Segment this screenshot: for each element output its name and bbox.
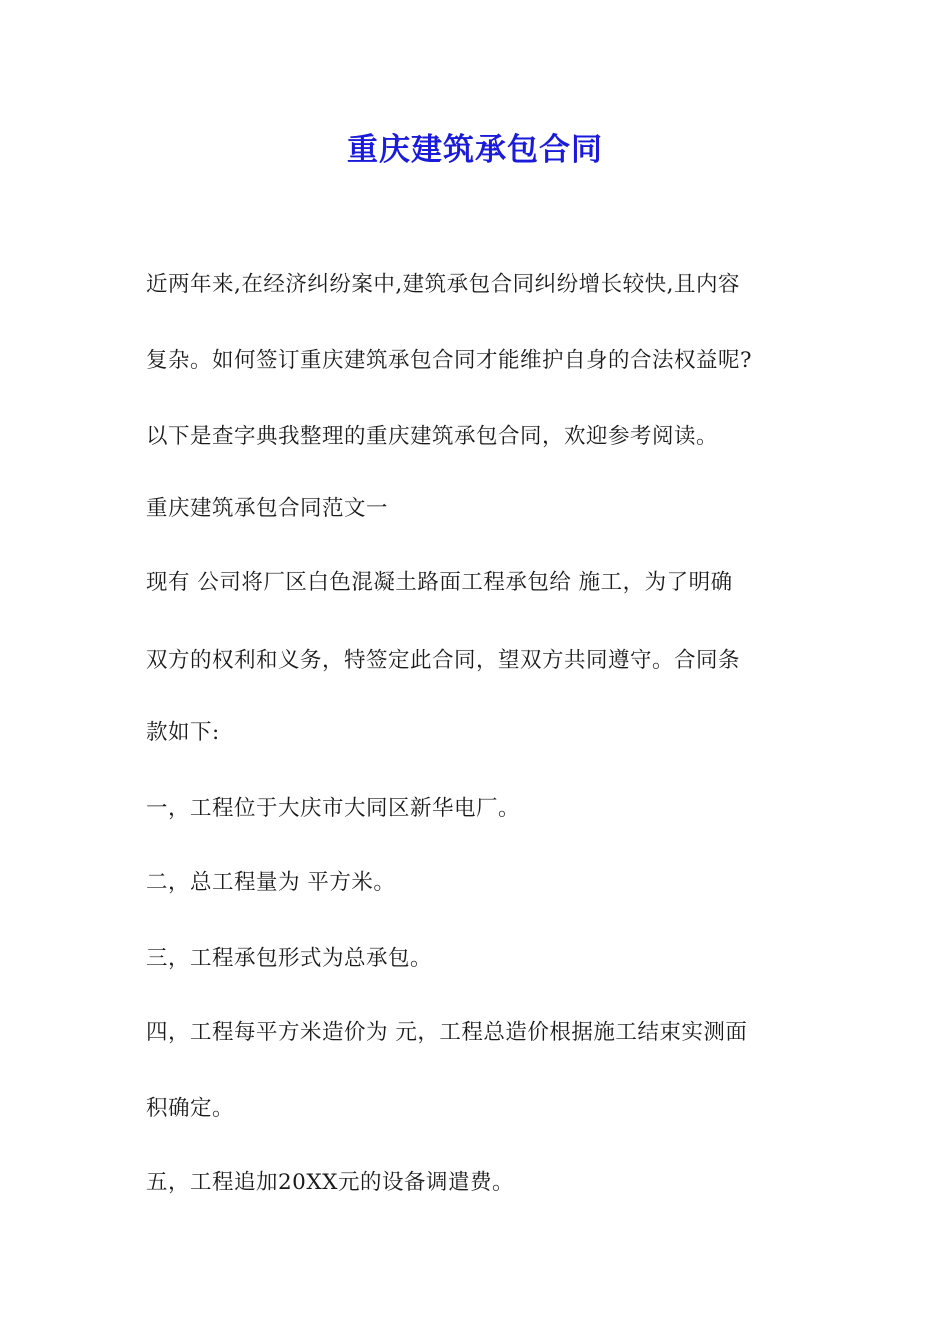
clause-line: 二，总工程量为 平方米。 xyxy=(146,870,396,895)
document-title: 重庆建筑承包合同 xyxy=(347,132,603,168)
section-heading: 重庆建筑承包合同范文一 xyxy=(146,496,389,521)
clause-line: 三，工程承包形式为总承包。 xyxy=(146,946,433,971)
clause-line: 四，工程每平方米造价为 元，工程总造价根据施工结束实测面 xyxy=(146,1020,748,1045)
clause-line: 五，工程追加20XX元的设备调遣费。 xyxy=(146,1170,514,1195)
paragraph-line: 款如下: xyxy=(146,720,220,745)
paragraph-line: 以下是查字典我整理的重庆建筑承包合同，欢迎参考阅读。 xyxy=(146,424,719,449)
paragraph-line: 现有 公司将厂区白色混凝土路面工程承包给 施工，为了明确 xyxy=(146,570,733,595)
paragraph-line: 近两年来,在经济纠纷案中,建筑承包合同纠纷增长较快,且内容 xyxy=(146,272,741,297)
clause-line: 积确定。 xyxy=(146,1096,235,1121)
paragraph-line: 复杂。如何签订重庆建筑承包合同才能维护自身的合法权益呢? xyxy=(146,348,753,373)
paragraph-line: 双方的权利和义务，特签定此合同，望双方共同遵守。合同条 xyxy=(146,648,741,673)
clause-line: 一，工程位于大庆市大同区新华电厂。 xyxy=(146,796,521,821)
